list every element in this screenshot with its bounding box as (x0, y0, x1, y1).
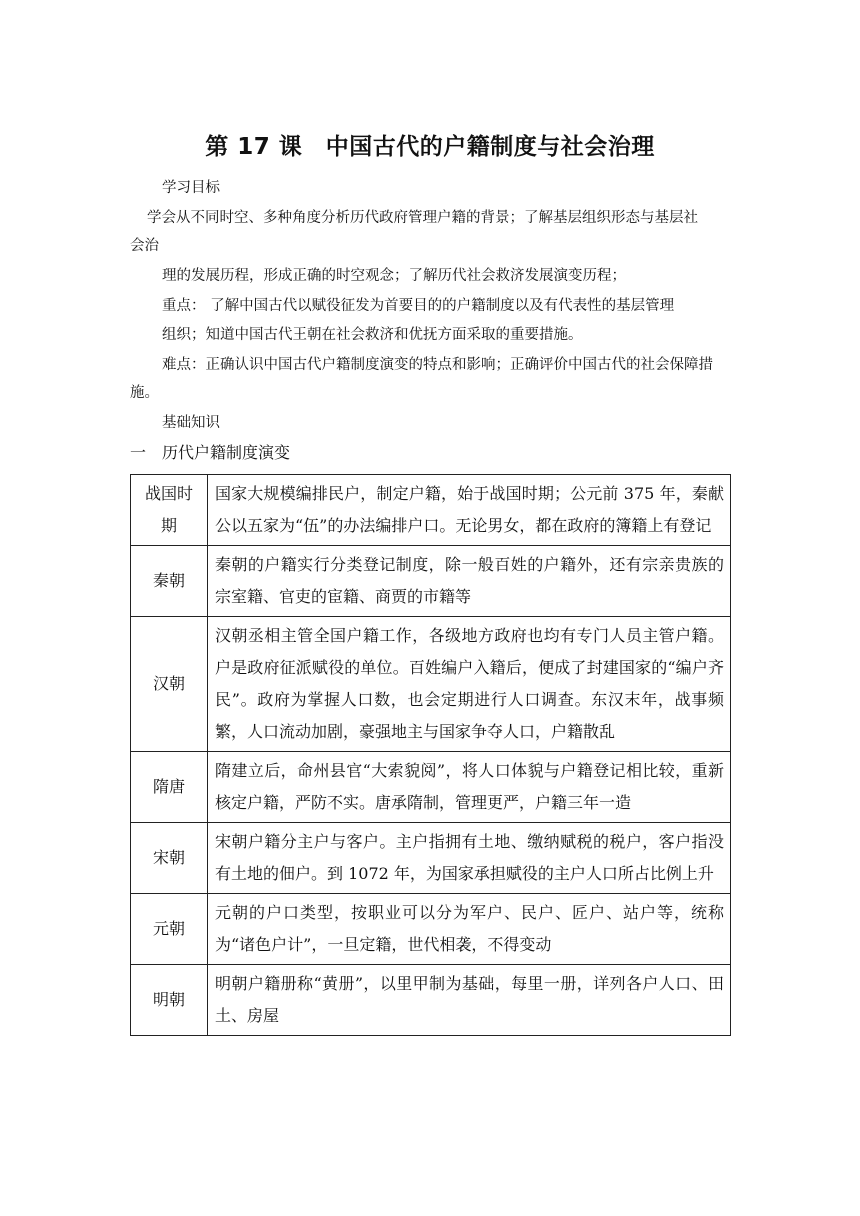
difficulty-points: 难点：正确认识中国古代户籍制度演变的特点和影响；正确评价中国古代的社会保障措 (162, 357, 713, 373)
table-row (131, 752, 731, 823)
period-label: 汉朝 (152, 674, 185, 693)
period-cell (131, 475, 208, 546)
table-row (131, 894, 731, 965)
period-label: 隋唐 (152, 777, 185, 796)
key-points: 重点： 了解中国古代以赋役征发为首要目的的户籍制度以及有代表性的基层管理 (162, 298, 675, 314)
table-row (131, 965, 731, 1036)
household-registration-table (130, 474, 731, 1036)
description-cell: 汉朝丞相主管全国户籍工作，各级地方政府也均有专门人员主管户籍。户是政府征派赋役的单位。百姓编户入籍后，便成了封建国家的“编户齐民”。政府为掌握人口数，也会定期进行人口调查。东汉末年，战事频繁，人口流动加剧，豪强地主与国家争夺人口，户籍散乱 (208, 617, 731, 752)
description-cell: 元朝的户口类型，按职业可以分为军户、民户、匠户、站户等，统称为“诸色户计”，一旦定籍，世代相袭，不得变动 (208, 894, 731, 965)
basic-knowledge-heading: 基础知识 (162, 415, 220, 431)
lesson-title: 第 17 课 中国古代的户籍制度与社会治理 (205, 134, 655, 160)
table-row (131, 823, 731, 894)
period-label: 明朝 (152, 990, 185, 1009)
description-cell: 国家大规模编排民户，制定户籍，始于战国时期；公元前 375 年，秦献公以五家为“伍”的办法编排户口。无论男女，都在政府的簿籍上有登记 (208, 475, 731, 546)
period-cell (131, 965, 208, 1036)
key-points-continued: 组织；知道中国古代王朝在社会救济和优抚方面采取的重要措施。 (162, 327, 583, 343)
period-cell (131, 823, 208, 894)
period-cell (131, 894, 208, 965)
description-cell: 隋建立后，命州县官“大索貌阅”，将人口体貌与户籍登记相比较，重新核定户籍，严防不实。唐承隋制，管理更严，户籍三年一造 (208, 752, 731, 823)
period-cell (131, 546, 208, 617)
description-cell: 宋朝户籍分主户与客户。主户指拥有土地、缴纳赋税的税户，客户指没有土地的佃户。到 1072 年，为国家承担赋役的主户人口所占比例上升 (208, 823, 731, 894)
period-cell (131, 752, 208, 823)
period-label: 元朝 (152, 919, 185, 938)
period-label: 战国时期 (144, 484, 193, 535)
table-row (131, 546, 731, 617)
period-cell (131, 617, 208, 752)
objectives-line-1-continued: 会治 (130, 238, 159, 254)
table-row (131, 475, 731, 546)
section-heading: 一 历代户籍制度演变 (130, 443, 291, 462)
description-cell: 秦朝的户籍实行分类登记制度，除一般百姓的户籍外，还有宗亲贵族的宗室籍、官吏的宦籍、商贾的市籍等 (208, 546, 731, 617)
description-cell: 明朝户籍册称“黄册”，以里甲制为基础，每里一册，详列各户人口、田土、房屋 (208, 965, 731, 1036)
objectives-heading: 学习目标 (162, 180, 220, 196)
period-label: 宋朝 (152, 848, 185, 867)
objectives-line-1: 学会从不同时空、多种角度分析历代政府管理户籍的背景；了解基层组织形态与基层社 (147, 210, 698, 226)
table-row (131, 617, 731, 752)
period-label: 秦朝 (152, 571, 185, 590)
difficulty-points-continued: 施。 (130, 385, 159, 401)
objectives-line-2: 理的发展历程，形成正确的时空观念；了解历代社会救济发展演变历程； (162, 268, 626, 284)
